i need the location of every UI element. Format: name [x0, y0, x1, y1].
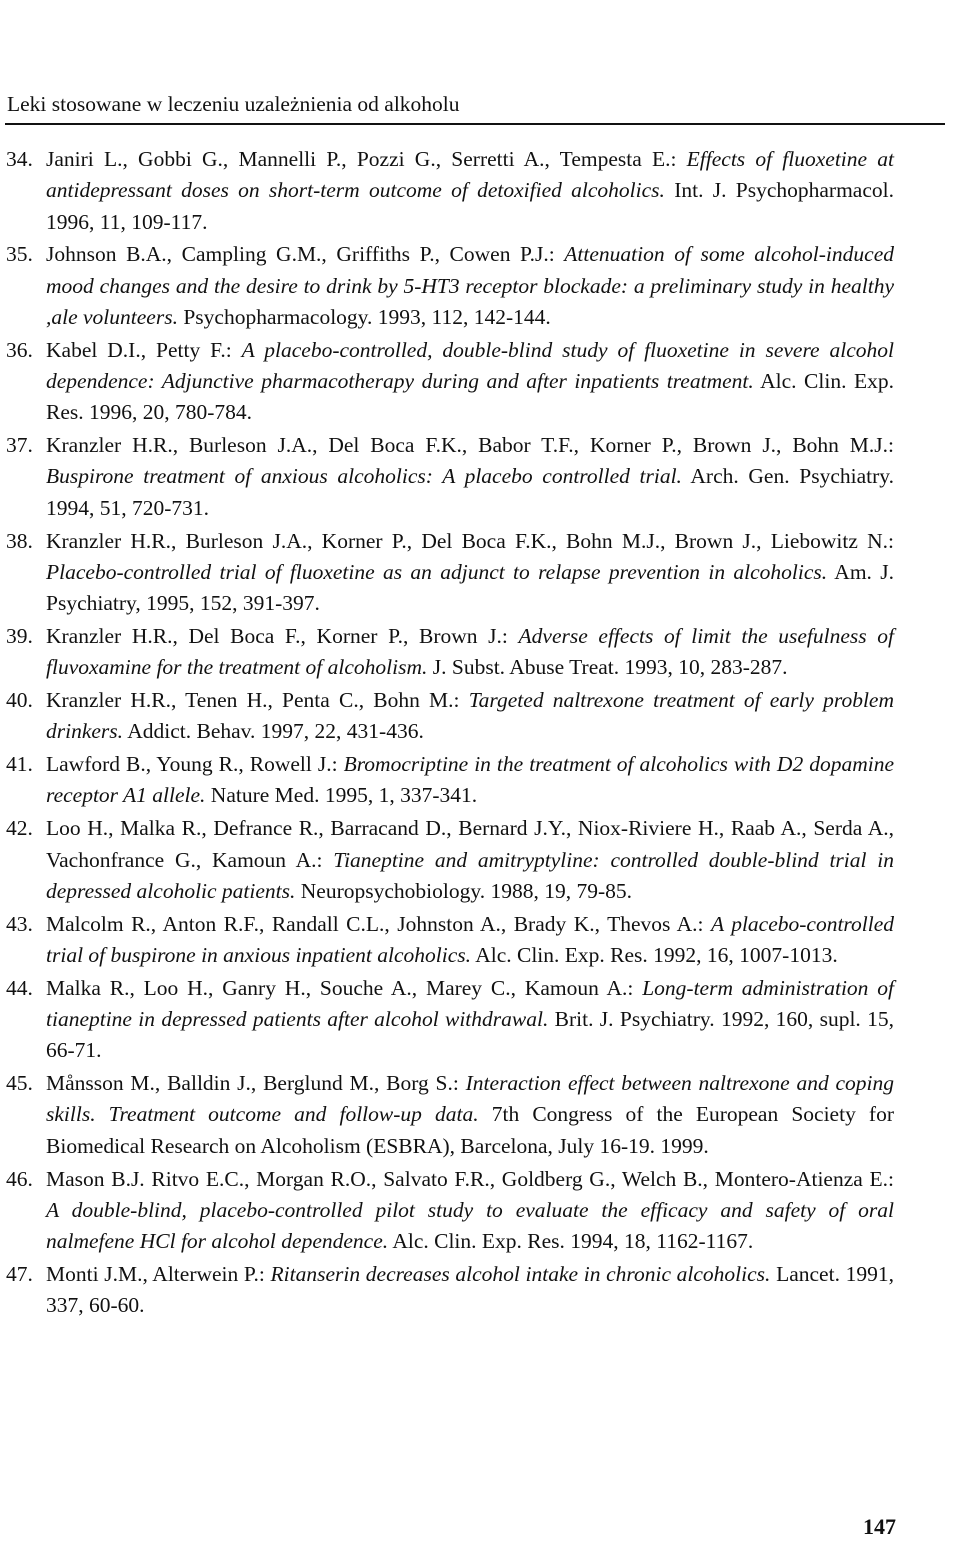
reference-authors: Månsson M., Balldin J., Berglund M., Borg S.:: [46, 1071, 466, 1096]
reference-item: [0, 685, 894, 748]
reference-number: 40.: [6, 688, 33, 713]
reference-source: Arch. Gen. Psychiatry. 1994, 51, 720-731.: [46, 464, 894, 520]
reference-item: [0, 973, 894, 1067]
reference-number: 34.: [6, 147, 33, 171]
reference-title: Interaction effect between naltrexone and coping skills. Treatment outcome and follow-up data.: [46, 1071, 895, 1127]
reference-item: [0, 621, 894, 684]
reference-number: 44.: [6, 975, 33, 1000]
reference-source: Neuropsychobiology. 1988, 19, 79-85.: [295, 878, 633, 903]
reference-source: Am. J. Psychiatry, 1995, 152, 391-397.: [46, 559, 894, 616]
reference-title: Adverse effects of limit the usefulness of fluvoxamine for the treatment of alcoholism.: [46, 623, 894, 680]
reference-title: Attenuation of some alcohol-induced mood changes and the desire to drink by 5-HT3 receptor blockade: a preliminary study in healthy ,ale volunteers.: [46, 242, 894, 329]
reference-title: A double-blind, placebo-controlled pilot study to evaluate the efficacy and safety of oral nalmefene HCl for alcohol dependence.: [46, 1197, 894, 1254]
reference-source: Brit. J. Psychiatry. 1992, 160, supl. 15, 66-71.: [46, 1007, 894, 1063]
header-rule: [5, 123, 945, 125]
reference-authors: Janiri L., Gobbi G., Mannelli P., Pozzi G., Serretti A., Tempesta E.:: [46, 147, 687, 171]
reference-source: Alc. Clin. Exp. Res. 1992, 16, 1007-1013.: [471, 942, 838, 967]
reference-source: Alc. Clin. Exp. Res. 1994, 18, 1162-1167.: [388, 1229, 754, 1254]
reference-authors: Monti J.M., Alterwein P.:: [46, 1261, 271, 1286]
reference-authors: Johnson B.A., Campling G.M., Griffiths P., Cowen P.J.:: [46, 242, 565, 267]
reference-title: Long-term administration of tianeptine in depressed patients after alcohol withdrawal.: [46, 975, 894, 1032]
reference-item: [0, 749, 894, 812]
reference-source: Addict. Behav. 1997, 22, 431-436.: [123, 719, 424, 744]
reference-number: 43.: [6, 911, 33, 936]
reference-source: 7th Congress of the European Society for Biomedical Research on Alcoholism (ESBRA), Barcelona, July 16-19. 1999.: [46, 1102, 894, 1158]
reference-title: Placebo-controlled trial of fluoxetine as an adjunct to relapse prevention in alcoholics.: [46, 559, 828, 584]
reference-list: [0, 144, 960, 1323]
reference-item: [0, 526, 894, 620]
reference-source: Psychopharmacology. 1993, 112, 142-144.: [177, 304, 551, 329]
page-number: 147: [863, 1514, 896, 1539]
reference-number: 45.: [6, 1071, 33, 1096]
reference-item: [0, 239, 894, 333]
reference-authors: Malka R., Loo H., Ganry H., Souche A., Marey C., Kamoun A.:: [46, 975, 643, 1000]
reference-authors: Kranzler H.R., Burleson J.A., Korner P., Del Boca F.K., Bohn M.J., Brown J., Liebowitz N.:: [46, 528, 894, 553]
reference-item: [0, 1164, 894, 1258]
reference-authors: Mason B.J. Ritvo E.C., Morgan R.O., Salvato F.R., Goldberg G., Welch B., Montero-Atienza E.:: [46, 1166, 894, 1191]
running-header: Leki stosowane w leczeniu uzależnienia od alkoholu: [7, 92, 460, 116]
reference-item: [0, 813, 894, 907]
reference-source: Nature Med. 1995, 1, 337-341.: [205, 783, 478, 808]
reference-number: 42.: [6, 816, 33, 841]
reference-title: Targeted naltrexone treatment of early problem drinkers.: [46, 688, 894, 744]
reference-number: 47.: [6, 1261, 33, 1286]
reference-title: Effects of fluoxetine at antidepressant doses on short-term outcome of detoxified alcoholics.: [46, 147, 894, 203]
reference-source: Alc. Clin. Exp. Res. 1996, 20, 780-784.: [46, 369, 894, 425]
reference-source: Lancet. 1991, 337, 60-60.: [46, 1261, 894, 1318]
reference-number: 36.: [6, 337, 33, 362]
reference-item: [0, 1068, 894, 1162]
reference-authors: Lawford B., Young R., Rowell J.:: [46, 752, 344, 777]
reference-authors: Kranzler H.R., Tenen H., Penta C., Bohn M.:: [46, 688, 469, 713]
reference-title: A placebo-controlled trial of buspirone in anxious inpatient alcoholics.: [46, 911, 894, 967]
reference-title: A placebo-controlled, double-blind study of fluoxetine in severe alcohol dependence: Adjunctive pharmacotherapy during and after inpatients treatment.: [46, 337, 894, 394]
reference-authors: Loo H., Malka R., Defrance R., Barracand D., Bernard J.Y., Niox-Riviere H., Raab A., Serda A., Vachonfrance G., Kamoun A.:: [46, 816, 894, 872]
reference-authors: Kranzler H.R., Burleson J.A., Del Boca F.K., Babor T.F., Korner P., Brown J., Bohn M.J.:: [46, 433, 894, 458]
reference-title: Buspirone treatment of anxious alcoholics: A placebo controlled trial.: [46, 464, 682, 489]
reference-number: 41.: [6, 752, 33, 777]
reference-source: Int. J. Psychopharmacol. 1996, 11, 109-117.: [46, 178, 894, 234]
reference-title: Ritanserin decreases alcohol intake in chronic alcoholics.: [270, 1261, 771, 1286]
reference-authors: Kabel D.I., Petty F.:: [46, 337, 242, 362]
reference-item: [0, 909, 894, 972]
reference-number: 38.: [6, 528, 33, 553]
reference-item: [0, 430, 894, 524]
reference-title: Tianeptine and amitryptyline: controlled double-blind trial in depressed alcoholic patients.: [46, 847, 894, 903]
reference-item: [0, 1259, 894, 1322]
reference-number: 35.: [6, 242, 33, 267]
reference-item: [0, 335, 894, 429]
reference-title: Bromocriptine in the treatment of alcoholics with D2 dopamine receptor A1 allele.: [46, 752, 894, 808]
reference-source: J. Subst. Abuse Treat. 1993, 10, 283-287.: [427, 655, 788, 680]
reference-authors: Malcolm R., Anton R.F., Randall C.L., Johnston A., Brady K., Thevos A.:: [46, 911, 711, 936]
reference-number: 46.: [6, 1166, 33, 1191]
reference-item: [0, 144, 894, 238]
reference-number: 39.: [6, 623, 33, 648]
reference-authors: Kranzler H.R., Del Boca F., Korner P., Brown J.:: [46, 623, 519, 648]
reference-number: 37.: [6, 433, 33, 458]
